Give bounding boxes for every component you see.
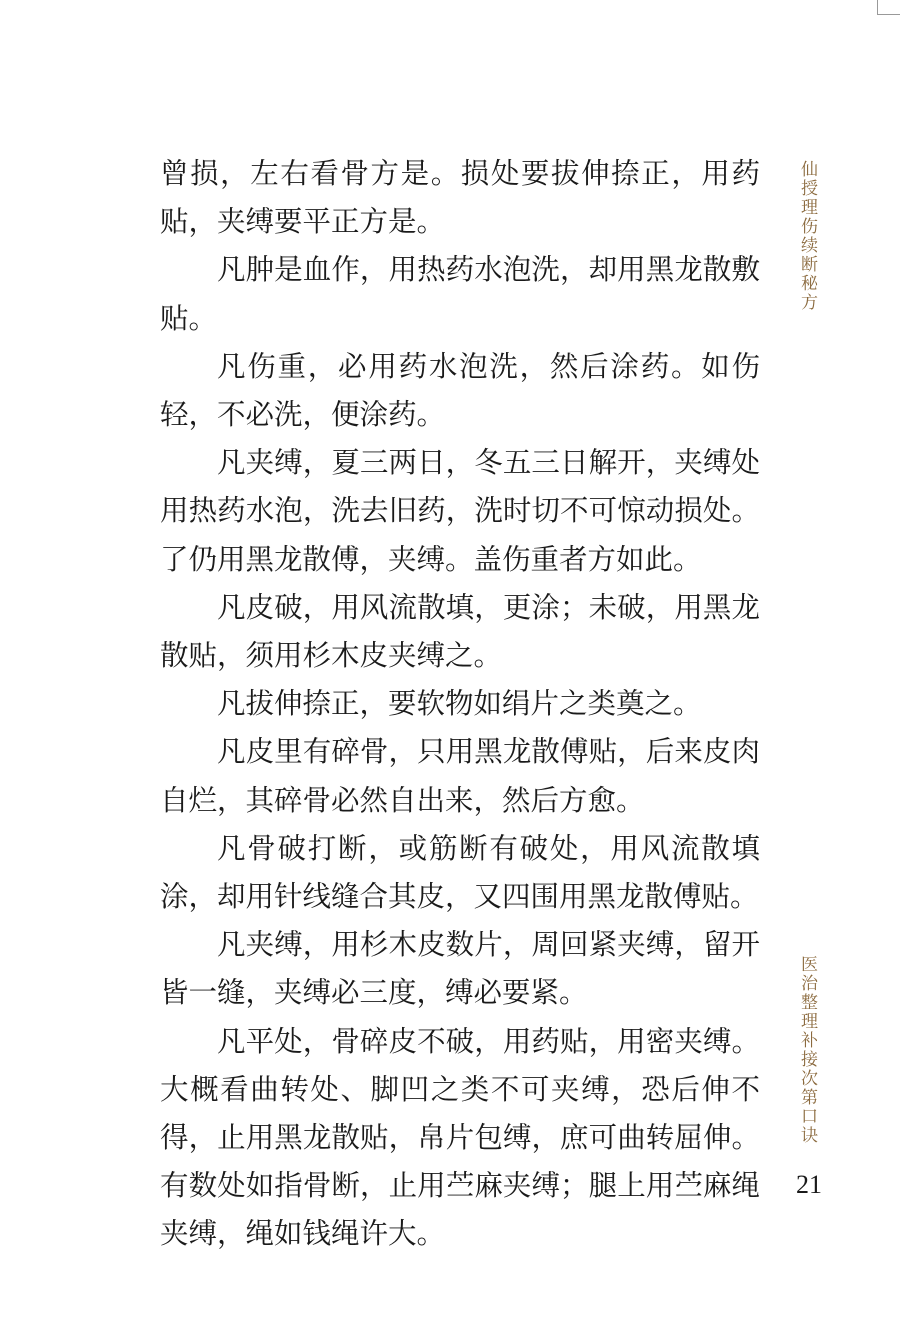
- paragraph: 凡骨破打断，或筋断有破处，用风流散填涂，却用针线缝合其皮，又四围用黑龙散傅贴。: [160, 831, 760, 914]
- paragraph: 凡夹缚，夏三两日，冬五三日解开，夹缚处用热药水泡，洗去旧药，洗时切不可惊动损处。了仍用黑龙散傅，夹缚。盖伤重者方如此。: [160, 446, 760, 576]
- paragraph: 凡肿是血作，用热药水泡洗，却用黑龙散敷贴。: [160, 253, 760, 335]
- page-number: 21: [796, 1170, 822, 1199]
- paragraph: 凡平处，骨碎皮不破，用药贴，用密夹缚。大概看曲转处、脚凹之类不可夹缚，恐后伸不得，止用黑龙散贴，帛片包缚，庶可曲转屈伸。有数处如指骨断，止用苎麻夹缚；腿上用苎麻绳夹缚，绳如钱绳许大。: [160, 1024, 760, 1251]
- paragraph: 凡皮破，用风流散填，更涂；未破，用黑龙散贴，须用杉木皮夹缚之。: [160, 590, 760, 673]
- running-head-book-title: 仙授理伤续断秘方: [797, 160, 817, 312]
- paragraph: 凡皮里有碎骨，只用黑龙散傅贴，后来皮肉自烂，其碎骨必然自出来，然后方愈。: [160, 735, 760, 817]
- paragraph: 曾损，左右看骨方是。损处要拔伸捺正，用药贴，夹缚要平正方是。: [160, 157, 760, 239]
- paragraph: 凡拔伸捺正，要软物如绢片之类奠之。: [217, 687, 702, 721]
- body-text: [160, 150, 760, 1259]
- page-corner-mark: [877, 0, 900, 15]
- paragraph: 凡伤重，必用药水泡洗，然后涂药。如伤轻，不必洗，便涂药。: [160, 349, 760, 432]
- running-head-chapter-title: 医治整理补接次第口诀: [797, 955, 817, 1145]
- paragraph: 凡夹缚，用杉木皮数片，周回紧夹缚，留开皆一缝，夹缚必三度，缚必要紧。: [160, 928, 760, 1010]
